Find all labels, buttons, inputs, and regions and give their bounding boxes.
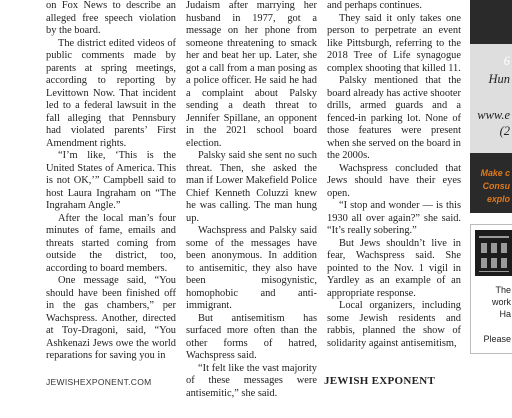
ad-top-text-5: Make c (480, 168, 510, 178)
footer-publication-name: JEWISH EXPONENT (324, 375, 436, 387)
ad-bottom-text-1: The (495, 285, 511, 295)
article-paragraph: Palsky said she sent no such threat. Then, she asked the man if Lower Makefield Police Chief Kenneth Coluzzi knew he was calling. The man hung up. (186, 150, 317, 224)
article-column-1 (46, 0, 176, 363)
article-paragraph: “I stop and wonder — is this 1930 all over again?” she said. “It’s really sobering.” (327, 200, 461, 236)
article-paragraph: Local organizers, including some Jewish residents and rabbis, planned the show of solidarity against antisemitism, (327, 300, 461, 349)
ad-bottom-text-3: Ha (499, 309, 511, 319)
advertisement-top[interactable] (470, 0, 512, 213)
article-paragraph: on Fox News to describe an alleged free speech violation by the board. (46, 0, 176, 36)
article-paragraph: and perhaps continues. (327, 0, 422, 11)
article-paragraph: One message said, “You should have been finished off in the gas chambers,” per Wachspress. Another, directed at Toy-Dragoni, said, “You Ashkenazi Jews owe the world reparations for saving you in (46, 275, 176, 361)
ad-top-text-6: Consu (482, 181, 510, 191)
article-paragraph: Wachspress concluded that Jews should have their eyes open. (327, 162, 461, 199)
footer-website: JEWISHEXPONENT.COM (46, 377, 152, 387)
page-footer (46, 375, 512, 391)
advertisement-bottom[interactable] (470, 224, 512, 354)
article-column-3 (327, 0, 461, 350)
ad-bottom-text-2: work (491, 297, 511, 307)
ad-top-text-1: 6 (503, 54, 510, 68)
ad-top-text-2: Hun (488, 72, 510, 86)
article-paragraph: After the local man’s four minutes of fame, emails and threats started coming from outside the district, too, according to board members. (46, 212, 176, 274)
article-paragraph: But Jews shouldn’t live in fear, Wachspress said. She pointed to the Nov. 1 vigil in Yardley as an example of an appropriate response. (327, 237, 461, 299)
article-paragraph: But antisemitism has surfaced more often than the other forms of hatred, Wachspress said. (186, 312, 317, 361)
ad-top-text-3: www.e (477, 108, 510, 122)
building-photo-icon (475, 230, 512, 276)
article-paragraph: Palsky mentioned that the board already has active shooter drills, armed guards and a fenced-in parking lot. None of those features were present when she served on the board in the 2000s. (327, 75, 461, 161)
article-paragraph: “It felt like the vast majority of these messages were antisemitic,” she said. (186, 362, 317, 399)
ad-bottom-text-4: Please (483, 334, 511, 344)
ad-top-text-4: (2 (499, 124, 510, 138)
article-paragraph: Judaism after marrying her husband in 1977, got a message on her phone from someone threatening to smack her and beat her up. Later, she got a call from a man posing as a police officer. He said he had a complaint about Palsky sending a death threat to Jennifer Spillane, an opponent in the 2021 school board election. (186, 0, 317, 149)
article-paragraph: They said it only takes one person to perpetrate an event like Pittsburgh, referring to the 2018 Tree of Life synagogue complex shooting that killed 11. (327, 12, 461, 74)
article-paragraph: The district edited videos of public comments made by parents at spring meetings, according to reporting by Levittown Now. That incident led to a federal lawsuit in the fall alleging that Pennsbury had violated parents’ First Amendment rights. (46, 37, 176, 149)
ad-top-text-7: explo (487, 194, 510, 204)
article-paragraph: Wachspress and Palsky said some of the messages have been anonymous. In addition to antisemitic, they also have been misogynistic, homophobic and anti-immigrant. (186, 225, 317, 311)
article-column-2 (186, 0, 317, 400)
article-paragraph: “I’m like, ‘This is the United States of America. This is not OK,’” Campbell said to host Laura Ingraham on “The Ingraham Angle.” (46, 150, 176, 211)
